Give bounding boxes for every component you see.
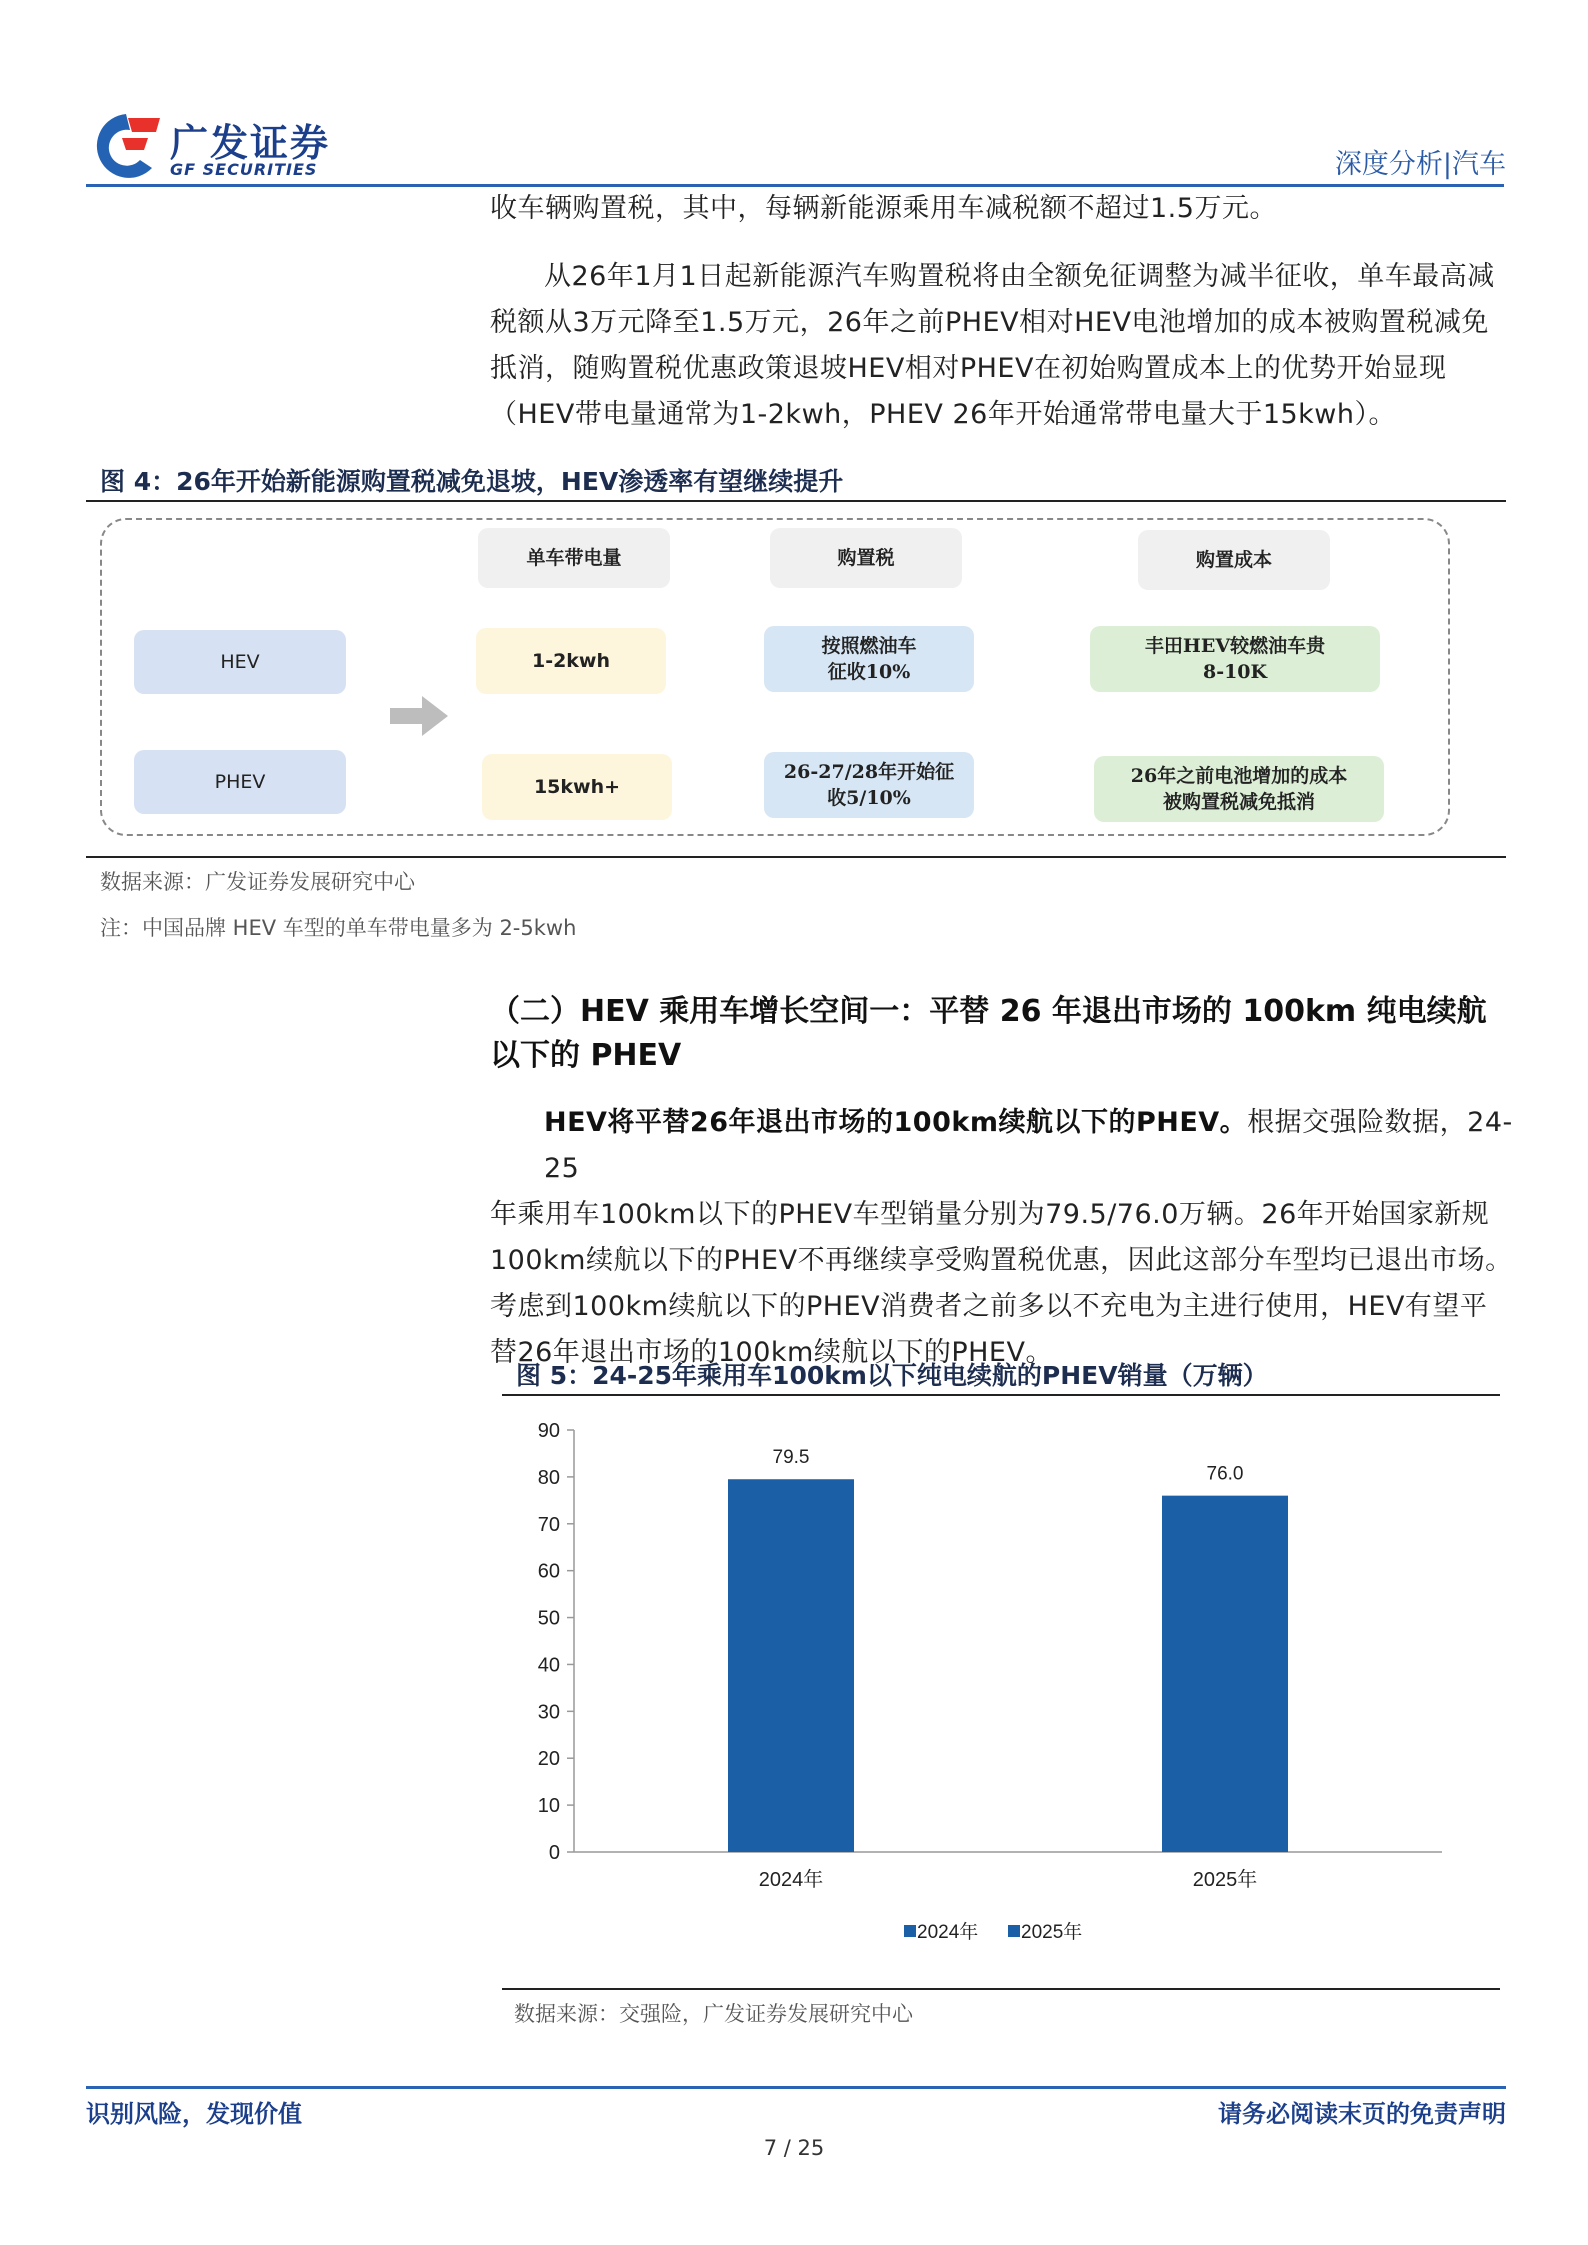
page-number: 7 / 25 xyxy=(763,2136,825,2160)
y-tick-label: 40 xyxy=(537,1654,560,1677)
y-tick-label: 60 xyxy=(537,1560,560,1583)
phev-cost-box xyxy=(1094,756,1384,822)
paragraph-hev-replacement xyxy=(490,1100,1520,1376)
lead-rest: 根据交强险数据，24-25 xyxy=(544,1107,1513,1184)
hev-tax-line1: 按照燃油车 xyxy=(821,635,917,657)
phev-tax-box xyxy=(764,752,974,818)
text-line: 100km续航以下的PHEV不再继续享受购置税优惠，因此这部分车型均已退出市场。 xyxy=(490,1245,1513,1276)
text-line xyxy=(490,1100,1520,1192)
arrow-right-icon xyxy=(390,694,450,738)
text-line: 考虑到100km续航以下的PHEV消费者之前多以不充电为主进行使用，HEV有望平 xyxy=(490,1291,1488,1322)
section-heading-line1: （二）HEV 乘用车增长空间一：平替 26 年退出市场的 100km 纯电续航 xyxy=(490,994,1487,1029)
data-label: 76.0 xyxy=(1206,1463,1244,1485)
row-label-hev: HEV xyxy=(134,630,346,694)
header-cost: 购置成本 xyxy=(1138,530,1330,590)
paragraph-tax-intro: 收车辆购置税，其中，每辆新能源乘用车减税额不超过1.5万元。 xyxy=(490,193,1277,224)
bar-chart xyxy=(502,1400,1502,1960)
row-label-phev: PHEV xyxy=(134,750,346,814)
figure-5-bottom-rule xyxy=(502,1988,1500,1990)
y-tick-label: 20 xyxy=(537,1748,560,1771)
phev-tax-line2: 收5/10% xyxy=(827,787,911,809)
footer-slogan: 识别风险，发现价值 xyxy=(86,2100,302,2128)
company-logo xyxy=(86,108,346,184)
text-line: 从26年1月1日起新能源汽车购置税将由全额免征调整为减半征收，单车最高减 xyxy=(544,261,1495,292)
y-tick-label: 0 xyxy=(548,1842,560,1864)
logo-cn: 广发证券 xyxy=(170,121,331,165)
figure-4-source: 数据来源：广发证券发展研究中心 xyxy=(100,870,415,894)
figure-4-note: 注：中国品牌 HEV 车型的单车带电量多为 2-5kwh xyxy=(100,916,577,940)
legend-swatch xyxy=(904,1925,916,1937)
figure-4-title-rule xyxy=(86,500,1506,502)
figure-4-title: 图 4：26年开始新能源购置税减免退坡，HEV渗透率有望继续提升 xyxy=(100,467,844,496)
hev-battery-box: 1-2kwh xyxy=(476,628,666,694)
data-label: 79.5 xyxy=(772,1447,810,1469)
hev-cost-line2: 8-10K xyxy=(1202,661,1268,683)
hev-cost-line1: 丰田HEV较燃油车贵 xyxy=(1144,635,1326,657)
paragraph-tax-policy xyxy=(490,254,1510,438)
section-heading xyxy=(490,990,1520,1078)
text-line: （HEV带电量通常为1-2kwh，PHEV 26年开始通常带电量大于15kwh）。 xyxy=(490,399,1397,430)
y-tick-label: 90 xyxy=(537,1420,560,1442)
footer-disclaimer: 请务必阅读末页的免责声明 xyxy=(1218,2100,1506,2128)
y-tick-label: 30 xyxy=(537,1701,560,1724)
figure-4-bottom-rule xyxy=(86,856,1506,858)
text-line: 抵消，随购置税优惠政策退坡HEV相对PHEV在初始购置成本上的优势开始显现 xyxy=(490,353,1447,384)
x-tick-label: 2025年 xyxy=(1192,1869,1258,1891)
section-heading-line2: 以下的 PHEV xyxy=(490,1038,682,1073)
x-tick-label: 2024年 xyxy=(758,1869,824,1891)
legend-label: 2025年 xyxy=(1021,1922,1083,1943)
header-tax: 购置税 xyxy=(770,528,962,588)
header-category: 深度分析|汽车 xyxy=(1334,149,1506,180)
bar xyxy=(728,1479,854,1852)
text-line: 年乘用车100km以下的PHEV车型销量分别为79.5/76.0万辆。26年开始国家新规 xyxy=(490,1199,1490,1230)
figure-5-source: 数据来源：交强险，广发证券发展研究中心 xyxy=(514,2002,913,2026)
y-tick-label: 70 xyxy=(537,1513,560,1536)
phev-tax-line1: 26-27/28年开始征 xyxy=(783,761,955,783)
bar xyxy=(1162,1496,1288,1852)
hev-cost-box xyxy=(1090,626,1380,692)
hev-tax-box xyxy=(764,626,974,692)
y-tick-label: 10 xyxy=(537,1795,560,1818)
gf-logo-icon xyxy=(86,108,166,184)
lead-sentence: HEV将平替26年退出市场的100km续航以下的PHEV。 xyxy=(544,1107,1248,1138)
phev-cost-line1: 26年之前电池增加的成本 xyxy=(1130,765,1348,787)
phev-battery-box: 15kwh+ xyxy=(482,754,672,820)
y-tick-label: 50 xyxy=(537,1607,560,1630)
header-battery: 单车带电量 xyxy=(478,528,670,588)
phev-cost-line2: 被购置税减免抵消 xyxy=(1162,791,1315,813)
figure-5-title-rule xyxy=(502,1394,1500,1396)
y-tick-label: 80 xyxy=(537,1466,560,1489)
hev-tax-line2: 征收10% xyxy=(827,661,911,683)
legend-label: 2024年 xyxy=(917,1922,979,1943)
text-line: 替26年退出市场的100km续航以下的PHEV。 xyxy=(490,1337,1053,1368)
text-line: 税额从3万元降至1.5万元，26年之前PHEV相对HEV电池增加的成本被购置税减免 xyxy=(490,307,1489,338)
figure-5-title: 图 5：24-25年乘用车100km以下纯电续航的PHEV销量（万辆） xyxy=(516,1361,1268,1390)
logo-en: GF SECURITIES xyxy=(170,160,318,179)
footer-divider xyxy=(86,2086,1506,2089)
legend-swatch xyxy=(1008,1925,1020,1937)
